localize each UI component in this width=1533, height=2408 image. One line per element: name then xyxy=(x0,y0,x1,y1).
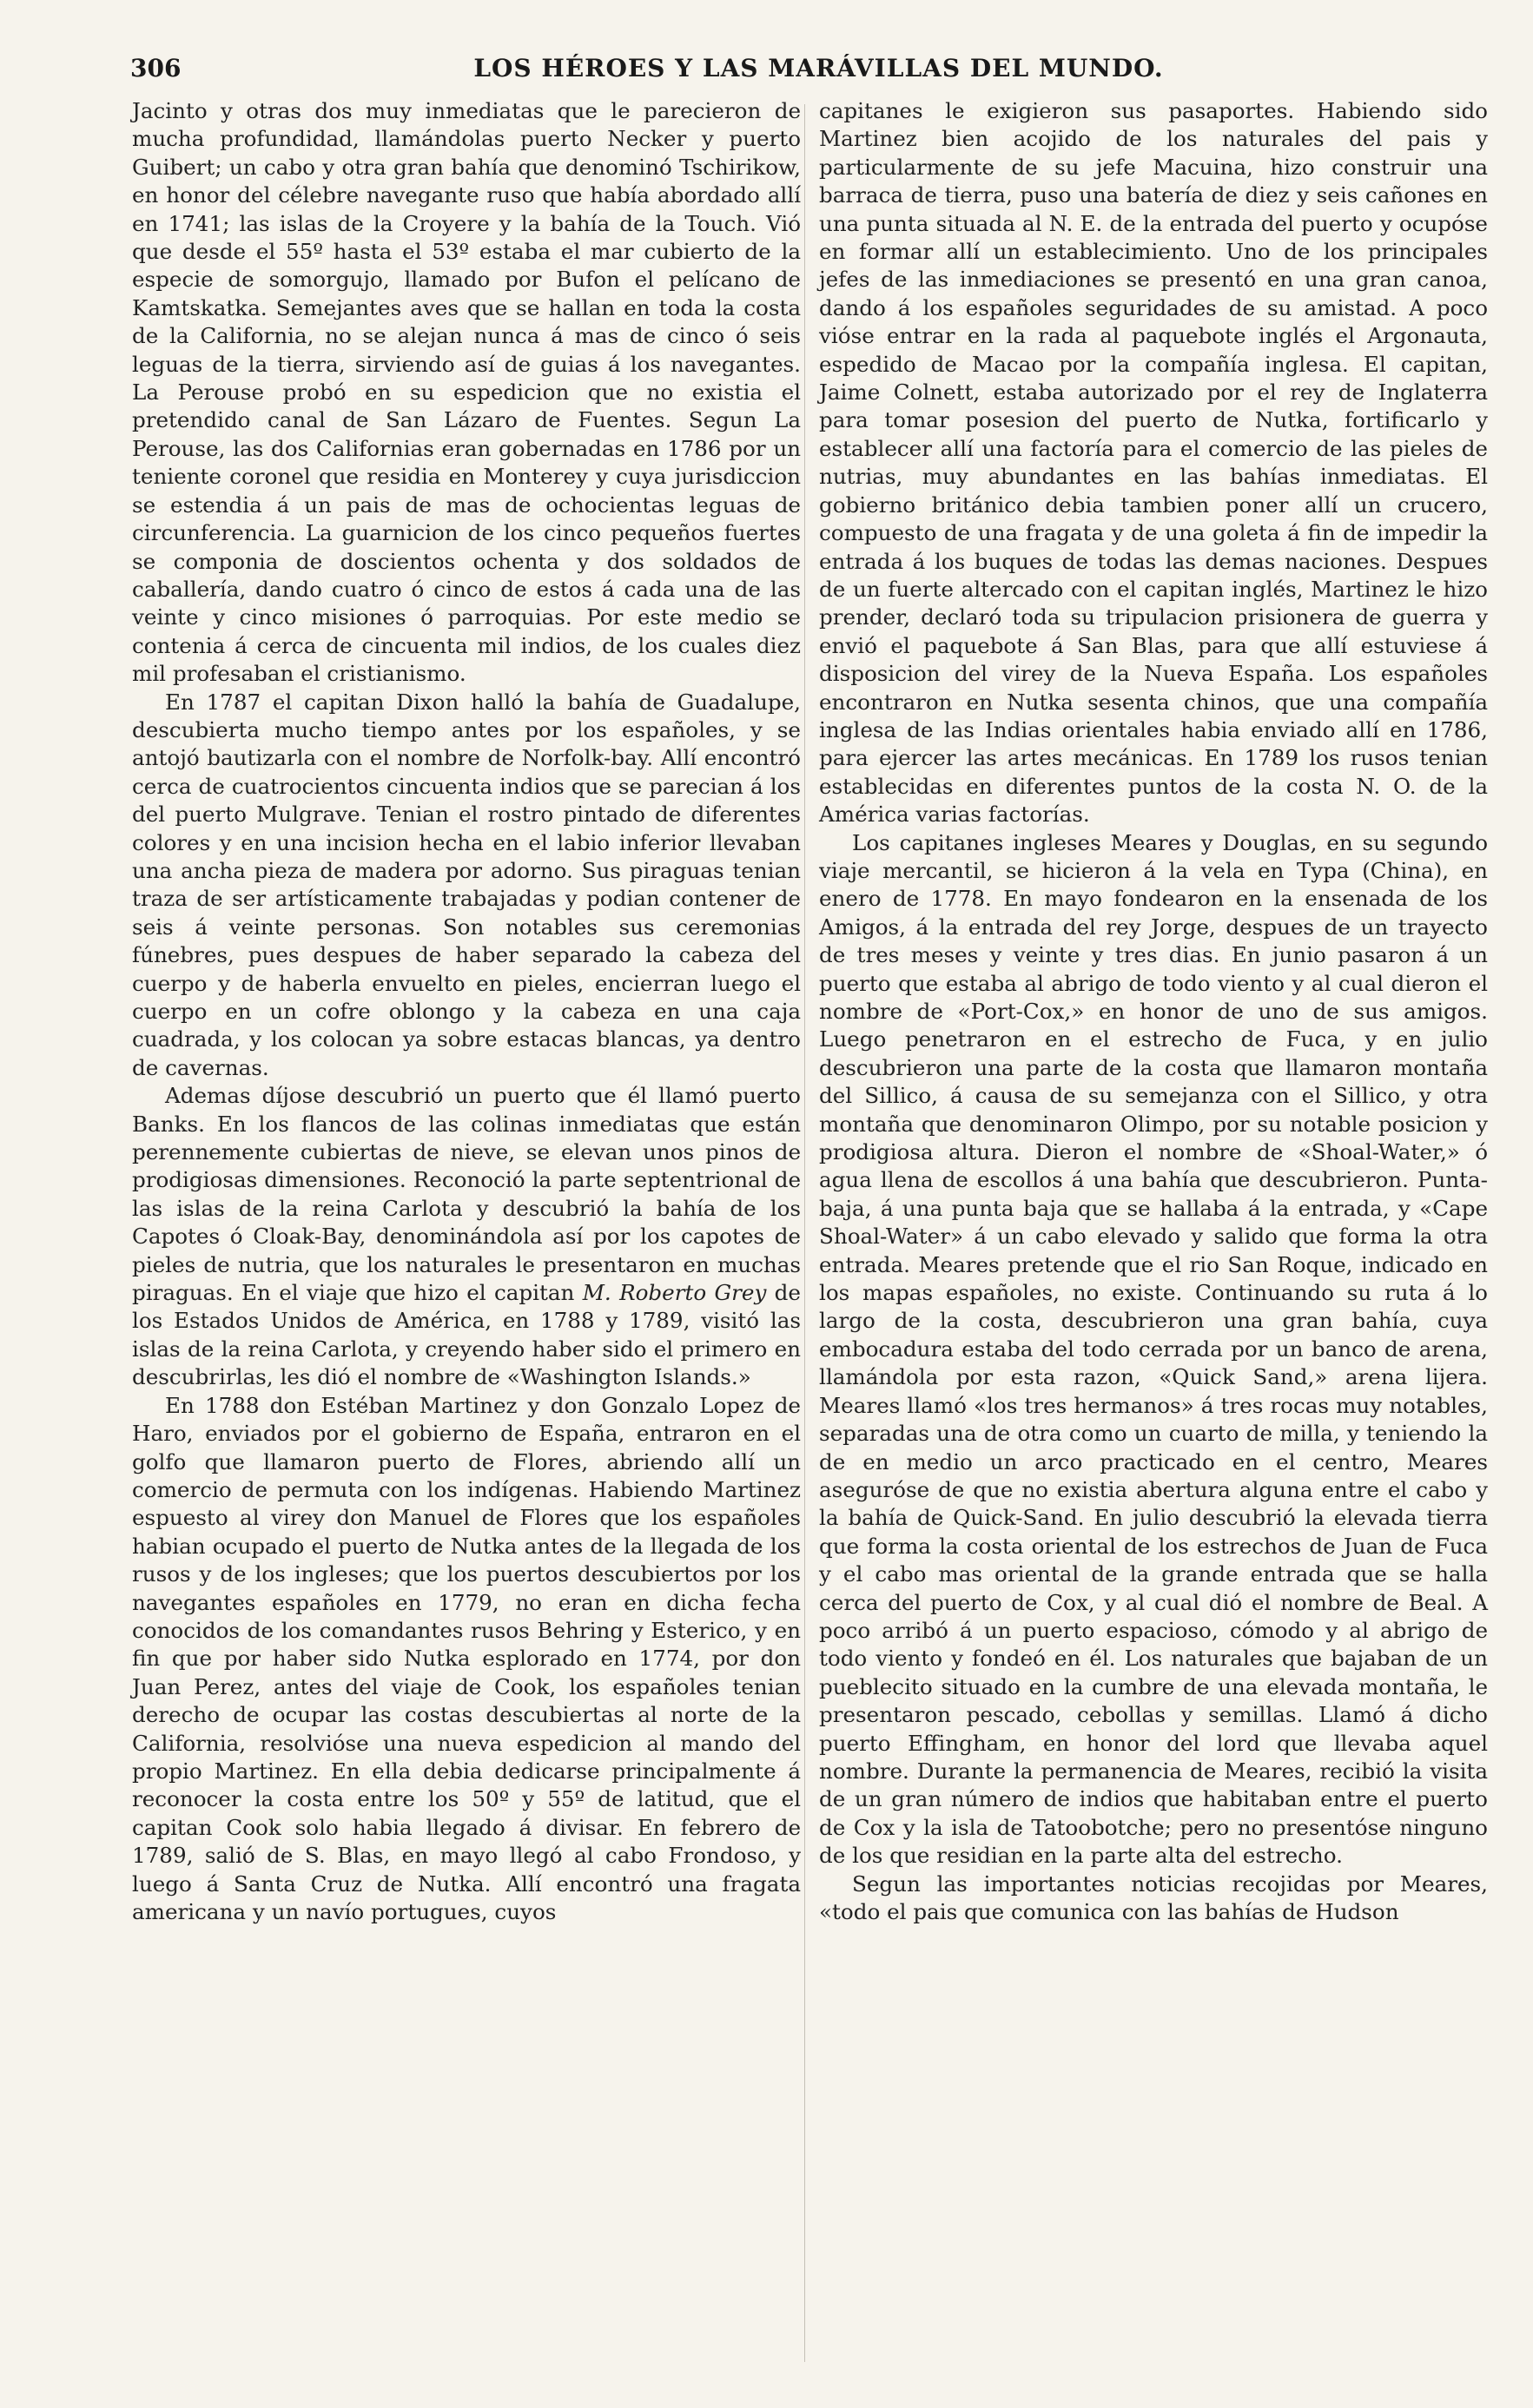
page-number: 306 xyxy=(130,54,182,82)
text-run: Ademas díjose descubrió un puerto que él llamó puerto Banks. En los flancos de las colinas inmediatas que están perennemente cubiertas de nieve, se elevan unos pinos de prodigiosas dimensiones. Reconoció la parte septentrional de las islas de la reina Carlota y descubrió la bahía de los Capotes ó Cloak-Bay, denominándola así por los capotes de pieles de nutria, que los naturales le presentaron en muchas piraguas. En el viaje que hizo el capitan xyxy=(132,1083,801,1306)
page-header xyxy=(130,54,1507,92)
paragraph: Los capitanes ingleses Meares y Douglas, en su segundo viaje mercantil, se hicieron á la vela en Typa (China), en enero de 1778. En mayo fondearon en la ensenada de los Amigos, á la entrada del rey Jorge, despues de un trayecto de tres meses y veinte y tres dias. En junio pasaron á un puerto que estaba al abrigo de todo viento y al cual dieron el nombre de «Port-Cox,» en honor de uno de sus amigos. Luego penetraron en el estrecho de Fuca, y en julio descubrieron una parte de la costa que llamaron montaña del Sillico, á causa de su semejanza con el Sillico, y otra montaña que denominaron Olimpo, por su notable posicion y prodigiosa altura. Dieron el nombre de «Shoal-Water,» ó agua llena de escollos á una bahía que descubrieron. Punta-baja, á una punta baja que se hallaba á la entrada, y «Cape Shoal-Water» á un cabo elevado y salido que forma la otra entrada. Meares pretende que el rio San Roque, indicado en los mapas españoles, no existe. Continuando su ruta á lo largo de la costa, descubrieron una gran bahía, cuya embocadura estaba del todo cerrada por un banco de arena, llamándola por esta razon, «Quick Sand,» arena lijera. Meares llamó «los tres hermanos» á tres rocas muy notables, separadas una de otra como un cuarto de milla, y teniendo la de en medio un arco practicado en el centro, Meares aseguróse de que no existia abertura alguna entre el cabo y la bahía de Quick-Sand. En julio descubrió la elevada tierra que forma la costa oriental de los estrechos de Juan de Fuca y el cabo mas oriental de la grande entrada que se halla cerca del puerto de Cox, y al cual dió el nombre de Beal. A poco arribó á un puerto espacioso, cómodo y al abrigo de todo viento y fondeó en él. Los naturales que bajaban de un pueblecito situado en la cumbre de una elevada montaña, le presentaron pescado, cebollas y semillas. Llamó á dicho puerto Effingham, en honor del lord que llevaba aquel nombre. Durante la permanencia de Meares, recibió la visita de un gran número de indios que habitaban entre el puerto de Cox y la isla de Tatoobotche; pero no presentóse ninguno de los que residian en la parte alta del estrecho. xyxy=(819,829,1488,1869)
paragraph: En 1788 don Estéban Martinez y don Gonzalo Lopez de Haro, enviados por el gobierno de España, entraron en el golfo que llamaron puerto de Flores, abriendo allí un comercio de permuta con los indígenas. Habiendo Martinez espuesto al virey don Manuel de Flores que los españoles habian ocupado el puerto de Nutka antes de la llegada de los rusos y de los ingleses; que los puertos descubiertos por los navegantes españoles en 1779, no eran en dicha fecha conocidos de los comandantes rusos Behring y Esterico, y en fin que por haber sido Nutka esplorado en 1774, por don Juan Perez, antes del viaje de Cook, los españoles tenian derecho de ocupar las costas descubiertas al norte de la California, resolvióse una nueva espedicion al mando del propio Martinez. En ella debia dedicarse principalmente á reconocer la costa entre los 50º y 55º de latitud, que el capitan Cook solo habia llegado á divisar. En febrero de 1789, salió de S. Blas, en mayo llegó al cabo Frondoso, y luego á Santa Cruz de Nutka. Allí encontró una fragata americana y un navío portugues, cuyos xyxy=(132,1392,801,1924)
paragraph xyxy=(132,1082,801,1391)
paragraph: En 1787 el capitan Dixon halló la bahía de Guadalupe, descubierta mucho tiempo antes por los españoles, y se antojó bautizarla con el nombre de Norfolk-bay. Allí encontró cerca de cuatrocientos cincuenta indios que se parecian á los del puerto Mulgrave. Tenian el rostro pintado de diferentes colores y en una incision hecha en el labio inferior llevaban una ancha pieza de madera por adorno. Sus piraguas tenian traza de ser artísticamente trabajadas y podian contener de seis á veinte personas. Son notables sus ceremonias fúnebres, pues despues de haber separado la cabeza del cuerpo y de haberla envuelto en pieles, encierran luego el cuerpo en un cofre oblongo y la cabeza en una caja cuadrada, y los colocan ya sobre estacas blancas, ya dentro de cavernas. xyxy=(132,689,801,1080)
paragraph: Segun las importantes noticias recojidas por Meares, «todo el pais que comunica con las bahías de Hudson xyxy=(819,1870,1488,1924)
paragraph: capitanes le exigieron sus pasaportes. Habiendo sido Martinez bien acojido de los naturales del pais y particularmente de su jefe Macuina, hizo construir una barraca de tierra, puso una batería de diez y seis cañones en una punta situada al N. E. de la entrada del puerto y ocupóse en formar allí un establecimiento. Uno de los principales jefes de las inmediaciones se presentó en una gran canoa, dando á los españoles seguridades de su amistad. A poco vióse entrar en la rada al paquebote inglés el Argonauta, espedido de Macao por la compañía inglesa. El capitan, Jaime Colnett, estaba autorizado por el rey de Inglaterra para tomar posesion del puerto de Nutka, fortificarlo y establecer allí una factoría para el comercio de las pieles de nutrias, muy abundantes en las bahías inmediatas. El gobierno británico debia tambien poner allí un crucero, compuesto de una fragata y de una goleta á fin de impedir la entrada á los buques de todas las demas naciones. Despues de un fuerte altercado con el capitan inglés, Martinez le hizo prender, declaró toda su tripulacion prisionera de guerra y envió el paquebote á San Blas, para que allí estuviese á disposicion del virey de la Nueva España. Los españoles encontraron en Nutka sesenta chinos, que una compañía inglesa de las Indias orientales habia enviado allí en 1786, para ejercer las artes mecánicas. En 1789 los rusos tenian establecidas en diferentes puntos de la costa N. O. de la América varias factorías. xyxy=(819,98,1488,828)
text-run: de los Estados Unidos de América, en 1788 y 1789, visitó las islas de la reina Carlota, y creyendo haber sido el primero en descubrirlas, les dió el nombre de «Washington Islands.» xyxy=(132,1280,801,1390)
right-column xyxy=(819,97,1488,1926)
column-divider xyxy=(804,104,805,2362)
running-title: LOS HÉROES Y LAS MARÁVILLAS DEL MUNDO. xyxy=(473,54,1164,82)
italic-name: M. Roberto Grey xyxy=(582,1280,767,1306)
left-column xyxy=(132,97,801,1926)
paragraph: Jacinto y otras dos muy inmediatas que le parecieron de mucha profundidad, llamándolas puerto Necker y puerto Guibert; un cabo y otra gran bahía que denominó Tschirikow, en honor del célebre navegante ruso que había abordado allí en 1741; las islas de la Croyere y la bahía de la Touch. Vió que desde el 55º hasta el 53º estaba el mar cubierto de la especie de somorgujo, llamado por Bufon el pelícano de Kamtskatka. Semejantes aves que se hallan en toda la costa de la California, no se alejan nunca á mas de cinco ó seis leguas de la tierra, sirviendo así de guias á los navegantes. La Perouse probó en su espedicion que no existia el pretendido canal de San Lázaro de Fuentes. Segun La Perouse, las dos Californias eran gobernadas en 1786 por un teniente coronel que residia en Monterey y cuya jurisdiccion se estendia á un pais de mas de ochocientas leguas de circunferencia. La guarnicion de los cinco pequeños fuertes se componia de doscientos ochenta y dos soldados de caballería, dando cuatro ó cinco de estos á cada una de las veinte y cinco misiones ó parroquias. Por este medio se contenia á cerca de cincuenta mil indios, de los cuales diez mil profesaban el cristianismo. xyxy=(132,98,801,687)
